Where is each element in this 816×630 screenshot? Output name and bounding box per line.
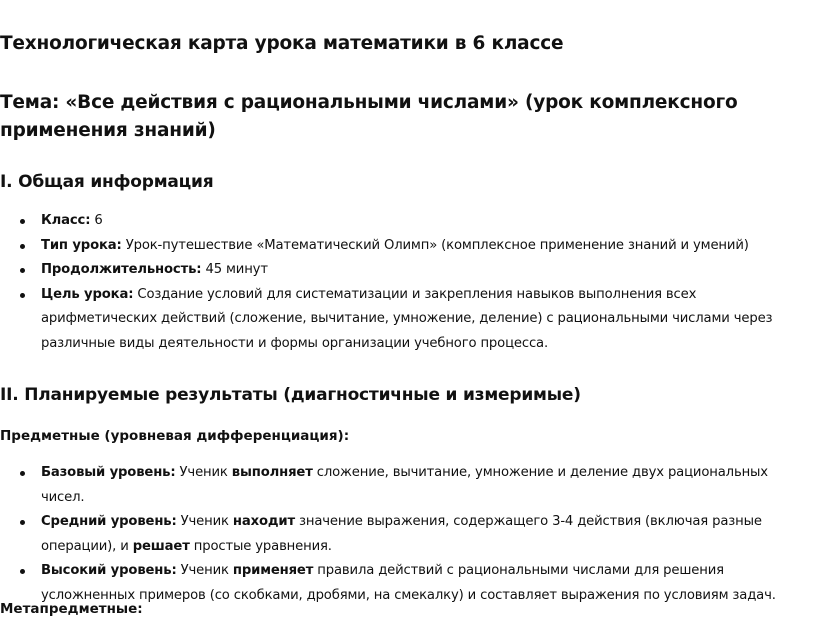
metasubject-results-heading: Метапредметные:	[0, 601, 143, 617]
level-text: простые уравнения.	[189, 538, 332, 554]
level-verb: применяет	[232, 563, 314, 578]
level-text: сложение, вычитание, умножение и деление двух рациональных чисел.	[41, 465, 768, 505]
item-label: Продолжительность:	[41, 262, 202, 277]
bullet-icon	[20, 569, 25, 574]
level-label: Высокий уровень:	[41, 563, 177, 578]
section-general-info-heading: I. Общая информация	[0, 172, 214, 192]
item-text: 6	[90, 213, 103, 228]
list-item-medium-level	[0, 510, 812, 559]
bullet-icon	[20, 244, 25, 249]
document-title: Технологическая карта урока математики в 6 классе	[0, 33, 564, 54]
bullet-icon	[20, 471, 25, 476]
level-verb: выполняет	[231, 465, 313, 480]
item-text: 45 минут	[201, 262, 268, 277]
level-text: Ученик	[176, 514, 233, 529]
item-label: Тип урока:	[41, 237, 122, 253]
general-info-list	[0, 209, 812, 356]
list-item-duration	[0, 258, 812, 283]
bullet-icon	[20, 293, 25, 298]
lesson-topic: Тема: «Все действия с рациональными числами» (урок комплексного применения знаний)	[0, 92, 738, 141]
list-item-class	[0, 209, 812, 234]
level-verb: решает	[132, 538, 190, 554]
item-label: Класс:	[41, 213, 91, 228]
level-text: Ученик	[175, 465, 232, 480]
level-text: правила действий с рациональными числами для решения усложненных примеров (со скобками, дробями, на смекалку) и составляет выражения по условиям задач.	[41, 563, 776, 603]
level-text: Ученик	[176, 563, 233, 578]
list-item-lesson-goal	[0, 283, 812, 357]
level-text: значение выражения, содержащего 3-4 действия (включая разные операции), и	[41, 514, 762, 554]
levels-list	[0, 461, 812, 608]
list-item-basic-level	[0, 461, 812, 510]
list-item-lesson-type	[0, 234, 812, 259]
item-text: Создание условий для систематизации и закрепления навыков выполнения всех арифметических действий (сложение, вычитание, умножение, деление) с рациональными числами через различные виды деятельности и формы организации учебного процесса.	[41, 286, 773, 351]
level-verb: находит	[232, 514, 295, 529]
section-planned-results-heading: II. Планируемые результаты (диагностичные и измеримые)	[0, 385, 581, 405]
item-label: Цель урока:	[41, 286, 134, 302]
level-label: Базовый уровень:	[41, 465, 176, 480]
subject-results-heading: Предметные (уровневая дифференциация):	[0, 428, 350, 444]
item-text: Урок-путешествие «Математический Олимп» (комплексное применение знаний и умений)	[121, 237, 749, 253]
level-label: Средний уровень:	[41, 514, 177, 529]
bullet-icon	[20, 268, 25, 273]
bullet-icon	[20, 520, 25, 525]
bullet-icon	[20, 219, 25, 224]
